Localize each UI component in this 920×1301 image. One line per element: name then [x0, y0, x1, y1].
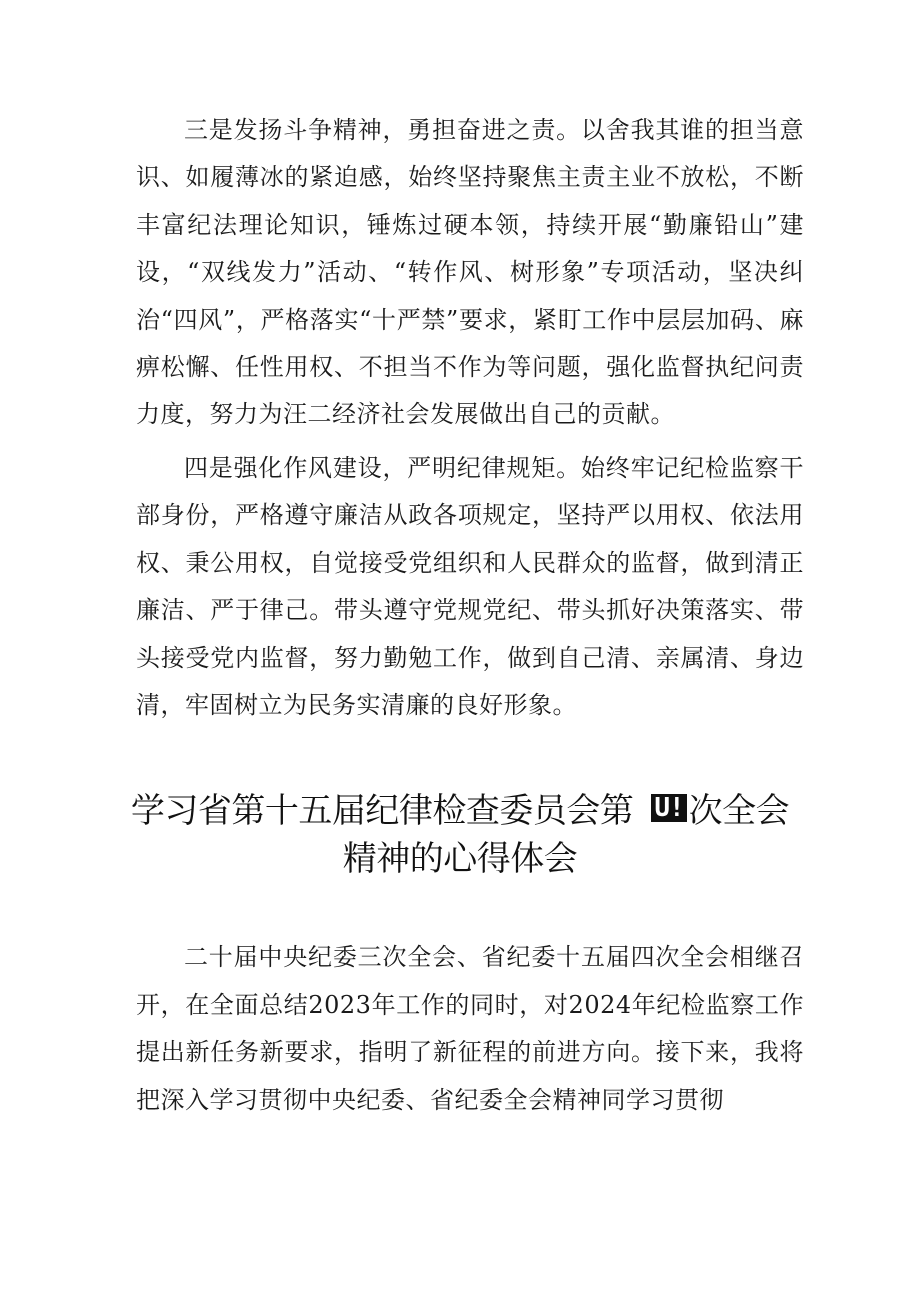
article-title — [120, 787, 800, 883]
title-glitch-mark: U! — [651, 794, 686, 822]
paragraph-intro: 二十届中央纪委三次全会、省纪委十五届四次全会相继召开，在全面总结2023年工作的同时，对2024年纪检监察工作提出新任务新要求，指明了新征程的前进方向。接下来，我将把深入学习贯彻中央纪委、省纪委全会精神同学习贯彻 — [136, 943, 804, 1114]
paragraph-work-style: 四是强化作风建设，严明纪律规矩。始终牢记纪检监察干部身份，严格遵守廉洁从政各项规定，坚持严以用权、依法用权、秉公用权，自觉接受党组织和人民群众的监督，做到清正廉洁、严于律己。带头遵守党规党纪、带头抓好决策落实、带头接受党内监督，努力勤勉工作，做到自己清、亲属清、身边清，牢固树立为民务实清廉的良好形象。 — [136, 454, 804, 720]
title-part-1: 学习省第十五届纪律检查委员会第 — [130, 791, 634, 831]
title-part-2: 次全会精神的心得体会 — [342, 791, 790, 879]
paragraph-struggle-spirit: 三是发扬斗争精神，勇担奋进之责。以舍我其谁的担当意识、如履薄冰的紧迫感，始终坚持聚焦主责主业不放松，不断丰富纪法理论知识，锤炼过硬本领，持续开展“勤廉铅山”建设，“双线发力”活动、“转作风、树形象”专项活动，坚决纠治“四风”，严格落实“十严禁”要求，紧盯工作中层层加码、麻痹松懈、任性用权、不担当不作为等问题，强化监督执纪问责力度，努力为汪二经济社会发展做出自己的贡献。 — [136, 116, 804, 429]
